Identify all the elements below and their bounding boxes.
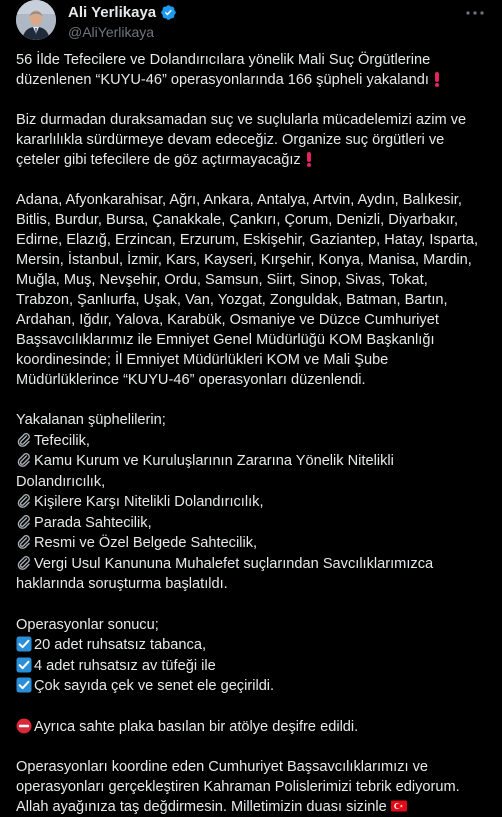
paragraph-headline: [16, 50, 486, 90]
paperclip-icon: [16, 534, 32, 550]
author-display-name[interactable]: Ali Yerlikaya: [68, 4, 157, 21]
list-item: Kişilere Karşı Nitelikli Dolandırıcılık,: [16, 492, 486, 513]
paragraph-closing: [16, 757, 486, 817]
no-entry-icon: [16, 718, 32, 734]
paperclip-icon: [16, 432, 32, 448]
paperclip-icon: [16, 493, 32, 509]
red-exclamation-icon: [429, 71, 445, 87]
plate-text: Ayrıca sahte plaka basılan bir atölye deşifre edildi.: [34, 718, 359, 735]
list-item: Çok sayıda çek ve senet ele geçirildi.: [16, 676, 486, 697]
paperclip-icon: [16, 452, 32, 468]
spacer: [16, 697, 486, 717]
author-names: [68, 3, 177, 40]
suspects-intro: Yakalanan şüphelilerin;: [16, 412, 166, 428]
tweet-header: [16, 0, 486, 46]
checkbox-icon: [16, 636, 32, 652]
list-item: Vergi Usul Kanununa Muhalefet suçlarından Savcılıklarımızca haklarında soruşturma başlatıldı.: [16, 555, 434, 592]
turkey-flag-icon: [391, 798, 407, 814]
paragraph-provinces: Adana, Afyonkarahisar, Ağrı, Ankara, Antalya, Artvin, Aydın, Balıkesir, Bitlis, Burdur, Bursa, Çanakkale, Çankırı, Çorum, Denizli, Diyarbakır, Edirne, Elazığ, Erzincan, Erzurum, Eskişehir, Gaziantep, Hatay, Isparta, Mersin, İstanbul, İzmir, Kars, Kayseri, Kırşehir, Konya, Manisa, Mardin, Muğla, Muş, Nevşehir, Ordu, Samsun, Siirt, Sinop, Sivas, Tokat, Trabzon, Şanlıurfa, Uşak, Van, Yozgat, Zonguldak, Batman, Bartın, Ardahan, Iğdır, Yalova, Karabük, Osmaniye ve Düzce Cumhuriyet Başsavcılıklarımız ile Emniyet Genel Müdürlüğü KOM Başkanlığı koordinesinde; İl Emniyet Müdürlükleri KOM ve Mali Şube Müdürlüklerince “KUYU-46” operasyonları düzenlendi.: [16, 192, 479, 388]
tweet-text: [16, 46, 486, 817]
checkbox-icon: [16, 657, 32, 673]
list-item: 20 adet ruhsatsız tabanca,: [16, 635, 486, 656]
list-item: Kamu Kurum ve Kuruluşlarının Zararına Yönelik Nitelikli Dolandırıcılık,: [16, 453, 394, 490]
list-item: Parada Sahtecilik,: [16, 513, 486, 534]
paperclip-icon: [16, 514, 32, 530]
results-intro: Operasyonlar sonucu;: [16, 616, 159, 633]
checkbox-icon: [16, 677, 32, 693]
verified-badge-icon: [160, 4, 177, 21]
list-item: 4 adet ruhsatsız av tüfeği ile: [16, 656, 486, 677]
headline-text: 56 İlde Tefecilere ve Dolandırıcılara yönelik Mali Suç Örgütlerine düzenlenen “KUYU-46” operasyonlarında 166 şüpheli yakalandı: [16, 52, 431, 88]
red-exclamation-icon: [301, 151, 317, 167]
results-section: [16, 615, 486, 697]
closing-text: Operasyonları koordine eden Cumhuriyet Başsavcılıklarımızı ve operasyonları gerçekleştiren Kahraman Polislerimizi tebrik ediyorum. Allah ayağınıza taş değdirmesin. Milletimizin duası sizinle: [16, 758, 460, 815]
paragraph-plate: [16, 717, 486, 737]
spacer: [16, 595, 486, 615]
list-item: Resmi ve Özel Belgede Sahtecilik,: [16, 533, 486, 554]
paperclip-icon: [16, 555, 32, 571]
suspects-section: [16, 410, 486, 595]
author-handle[interactable]: @AliYerlikaya: [68, 24, 155, 40]
list-item: Tefecilik,: [16, 431, 486, 452]
commitment-text: Biz durmadan duraksamadan suç ve suçlularla mücadelemizi azim ve kararlılıkla sürdürmeye devam edeceğiz. Organize suç örgütleri ve çeteler gibi tefecilere de göz açtırmayacağız: [16, 112, 467, 168]
paragraph-commitment: [16, 110, 486, 170]
more-options-icon[interactable]: [464, 4, 486, 22]
avatar[interactable]: [16, 0, 56, 40]
